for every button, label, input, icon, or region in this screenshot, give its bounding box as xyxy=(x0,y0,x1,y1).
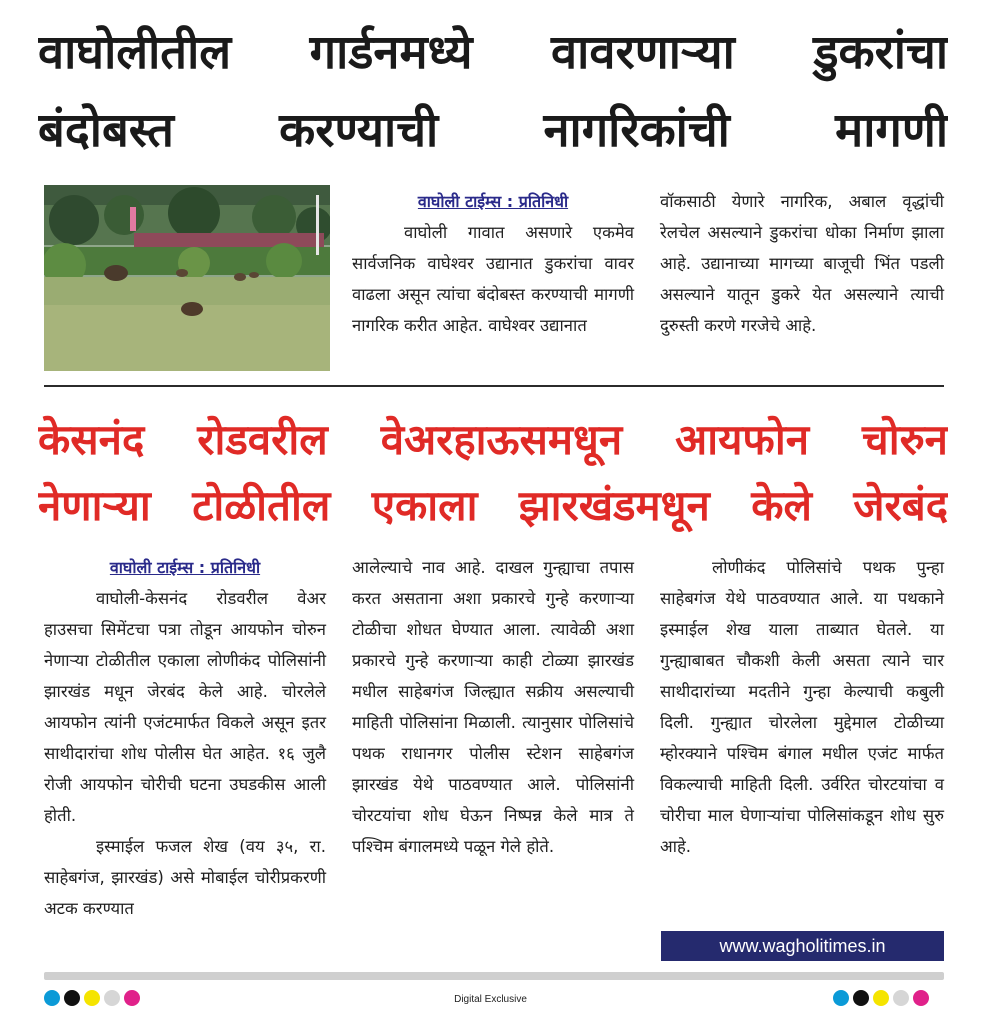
magenta-dot xyxy=(913,990,929,1006)
footer-bar xyxy=(44,972,944,980)
story-2-paragraph-4: लोणीकंद पोलिसांचे पथक पुन्हा साहेबगंज येथे पाठवण्यात आले. या पथकाने इस्माईल शेख याला ताब्यात घेतले. या गुन्ह्याबाबत चौकशी केली असता त्याने चार साथीदारांच्या मदतीने गुन्हा केल्याची कबुली दिली. गुन्ह्यात चोरलेला मुद्देमाल टोळीच्या म्होरक्याने पश्चिम बंगाल मधील एजंट मार्फत विकल्याची माहिती दिली. उर्वरित चोरटयांचा व चोरीचा माल घेणाऱ्यांचा पोलिसांकडून शोध सुरु आहे. xyxy=(660,558,944,856)
story-1-paragraph-2: वॉकसाठी येणारे नागरिक, अबाल वृद्धांची रेलचेल असल्याने डुकरांचा धोका निर्माण झाला आहे. उद्यानाच्या मागच्या बाजूची भिंत पडली असल्याने यातून डुकरे येत असल्याने त्याची दुरुस्ती करणे गरजेचे आहे. xyxy=(660,192,944,335)
headline-1-line-2: बंदोबस्त करण्याची नागरिकांची मागणी xyxy=(38,103,948,158)
headline-2-line-2: नेणाऱ्या टोळीतील एकाला झारखंडमधून केले जेरबंद xyxy=(38,481,948,530)
story-2-column-3 xyxy=(660,552,944,862)
gray-dot xyxy=(893,990,909,1006)
garden-photo xyxy=(44,185,330,371)
story-1-column-1 xyxy=(352,186,634,341)
footer-label: Digital Exclusive xyxy=(454,994,527,1005)
black-dot xyxy=(853,990,869,1006)
story-2-paragraph-2: इस्माईल फजल शेख (वय ३५, रा. साहेबगंज, झारखंड) असे मोबाईल चोरीप्रकरणी अटक करण्यात xyxy=(44,837,326,918)
cyan-dot xyxy=(833,990,849,1006)
headline-1-line-1: वाघोलीतील गार्डनमध्ये वावरणाऱ्या डुकरांचा xyxy=(38,25,948,80)
story-2-paragraph-3: आलेल्याचे नाव आहे. दाखल गुन्ह्याचा तपास करत असताना अशा प्रकारचे गुन्हे करणाऱ्या टोळीचा शोधत घेण्यात आला. त्यावेळी अशा प्रकारचे गुन्हे करणाऱ्या काही टोळ्या झारखंड मधील साहेबगंज जिल्ह्यात सक्रीय असल्याची माहिती पोलिसांना मिळाली. त्यानुसार पोलिसांचे पथक राधानगर पोलीस स्टेशन साहेबगंज झारखंड येथे पाठवण्यात आले. पोलिसांनी चोरटयांचा शोध घेऊन निष्पन्न केले मात्र ते पश्चिम बंगालमध्ये पळून गेले होते. xyxy=(352,558,634,856)
story-2-column-2 xyxy=(352,552,634,862)
story-1-paragraph-1: वाघोली गावात असणारे एकमेव सार्वजनिक वाघेश्वर उद्यानात डुकरांचा वावर वाढला असून त्यांचा बंदोबस्त करण्याची मागणी नागरिक करीत आहेत. वाघेश्वर उद्यानात xyxy=(352,223,634,335)
cmyk-dots-right xyxy=(833,990,929,1006)
story-2-column-1 xyxy=(44,552,326,924)
story-1-byline: वाघोली टाईम्स : प्रतिनिधी xyxy=(417,192,569,211)
website-link[interactable]: www.wagholitimes.in xyxy=(661,931,944,961)
yellow-dot xyxy=(873,990,889,1006)
section-divider xyxy=(44,385,944,387)
headline-2-line-1: केसनंद रोडवरील वेअरहाऊसमधून आयफोन चोरुन xyxy=(38,415,948,464)
story-2-byline: वाघोली टाईम्स : प्रतिनिधी xyxy=(109,558,261,577)
story-1-column-2 xyxy=(660,186,944,341)
story-2-paragraph-1: वाघोली-केसनंद रोडवरील वेअर हाउसचा सिमेंटचा पत्रा तोडून आयफोन चोरुन नेणाऱ्या टोळीतील एकाला लोणीकंद पोलिसांनी झारखंड मधून जेरबंद केले आहे. चोरलेले आयफोन त्यांनी एजंटमार्फत विकले असून इतर साथीदारांचा शोध पोलीस घेत आहेत. १६ जुलै रोजी आयफोन चोरीची घटना उघडकीस आली होती. xyxy=(44,589,326,825)
